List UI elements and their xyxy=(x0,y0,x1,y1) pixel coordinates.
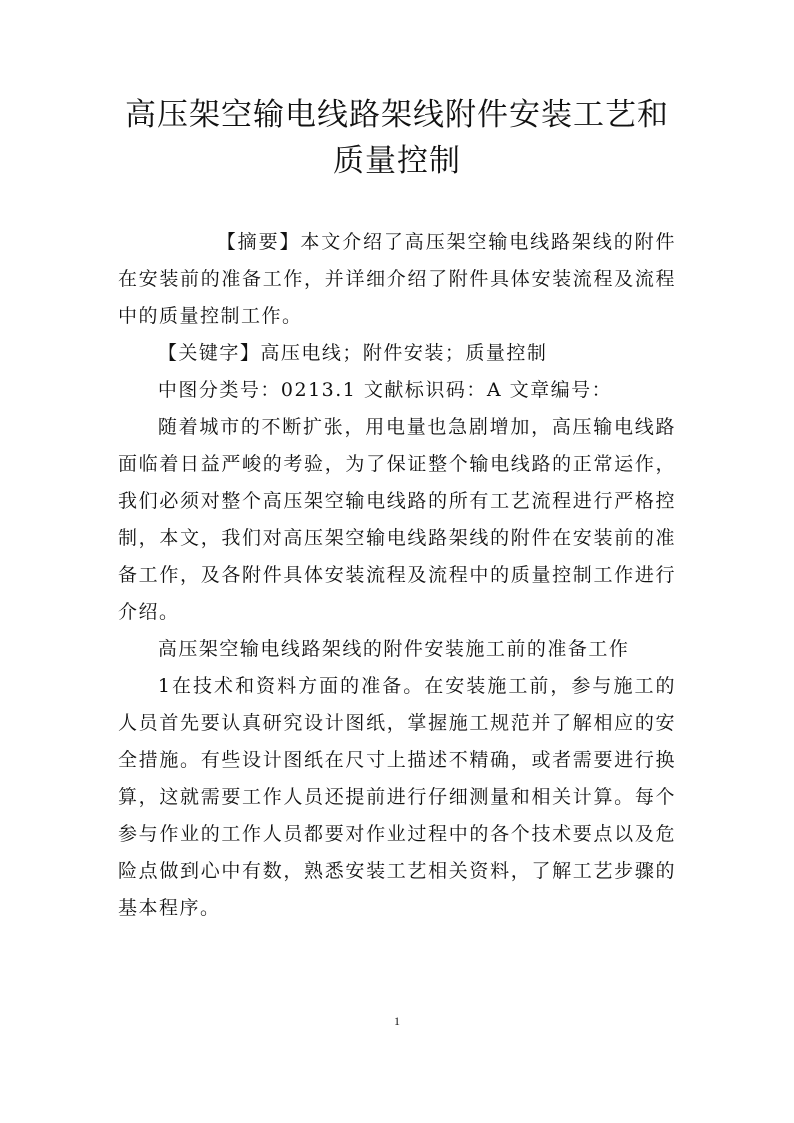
section-heading: 高压架空输电线路架线的附件安装施工前的准备工作 xyxy=(157,638,630,660)
abstract-paragraph: 【摘要】本文介绍了高压架空输电线路架线的附件在安装前的准备工作，并详细介绍了附件具体安装流程及流程中的质量控制工作。 xyxy=(118,231,676,327)
keywords-paragraph: 【关键字】高压电线；附件安装；质量控制 xyxy=(157,342,548,364)
document-title: 高压架空输电线路架线附件安装工艺和质量控制 xyxy=(125,97,669,179)
document-body xyxy=(118,224,676,927)
body-paragraph: 1在技术和资料方面的准备。在安装施工前，参与施工的人员首先要认真研究设计图纸，掌握施工规范并了解相应的安全措施。有些设计图纸在尺寸上描述不精确，或者需要进行换算，这就需要工作人员还提前进行仔细测量和相关计算。每个参与作业的工作人员都要对作业过程中的各个技术要点以及危险点做到心中有数，熟悉安装工艺相关资料，了解工艺步骤的基本程序。 xyxy=(118,675,676,919)
classification-paragraph: 中图分类号：0213.1 文献标识码：A 文章编号： xyxy=(157,379,613,401)
intro-paragraph: 随着城市的不断扩张，用电量也急剧增加，高压输电线路面临着日益严峻的考验，为了保证整个输电线路的正常运作，我们必须对整个高压架空输电线路的所有工艺流程进行严格控制，本文，我们对高压架空输电线路架线的附件在安装前的准备工作，及各附件具体安装流程及流程中的质量控制工作进行介绍。 xyxy=(118,416,676,623)
page-number: 1 xyxy=(394,1014,400,1028)
